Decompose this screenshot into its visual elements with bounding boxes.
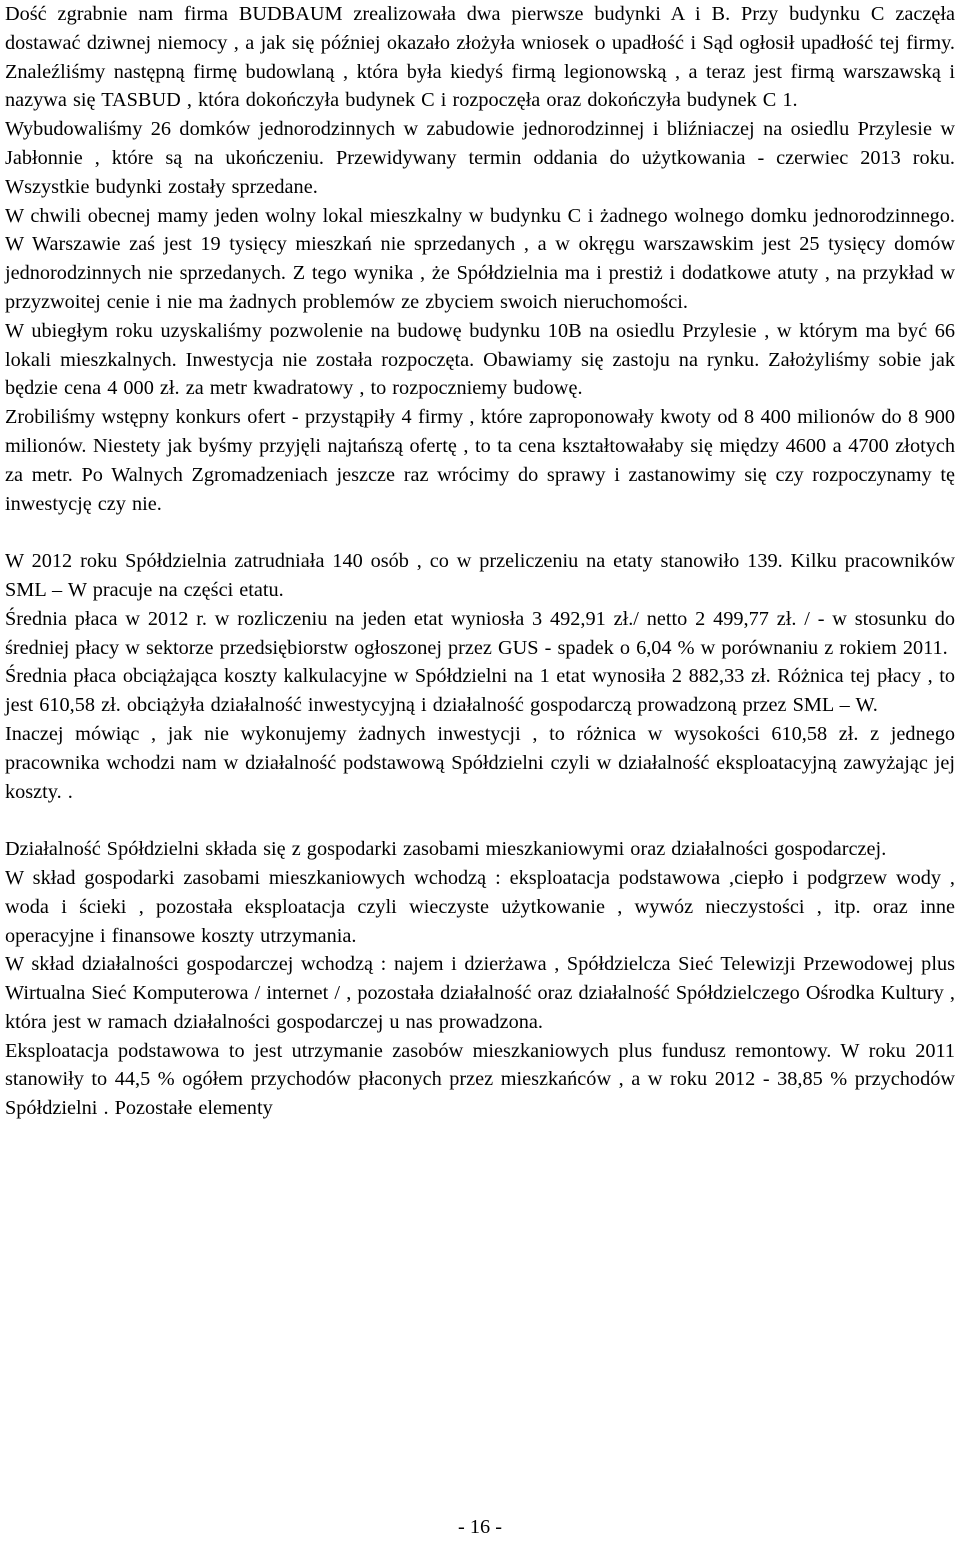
- paragraph-placa-kalkulacyjna: Średnia płaca obciążająca koszty kalkulacyjne w Spółdzielni na 1 etat wynosiła 2 882,33 zł. Różnica tej płacy , to jest 610,58 zł. obciążyła działalność inwestycyjną i działalność gospodarczą prowadzoną przez SML – W.: [5, 665, 955, 717]
- document-body: [5, 0, 955, 1123]
- paragraph-dzialalnosc: Działalność Spółdzielni składa się z gospodarki zasobami mieszkaniowymi oraz działalności gospodarczej.: [5, 838, 887, 861]
- paragraph-budbaum: Dość zgrabnie nam firma BUDBAUM zrealizowała dwa pierwsze budynki A i B. Przy budynku C zaczęła dostawać dziwnej niemocy , a jak się później okazało złożyła wniosek o upadłość i Sąd ogłosił upadłość tej firmy. Znaleźliśmy następną firmę budowlaną , która była kiedyś firmą legionowską , a teraz jest firmą warszawską i nazywa się TASBUD , która dokończyła budynek C i rozpoczęła oraz dokończyła budynek C 1.: [5, 3, 955, 112]
- page-number: - 16 -: [458, 1516, 502, 1538]
- paragraph-wolny-lokal: W chwili obecnej mamy jeden wolny lokal mieszkalny w budynku C i żadnego wolnego domku jednorodzinnego. W Warszawie zaś jest 19 tysięcy mieszkań nie sprzedanych , a w okręgu warszawskim jest 25 tysięcy domów jednorodzinnych nie sprzedanych. Z tego wynika , że Spółdzielnia ma i prestiż i dodatkowe atuty , na przykład w przyzwoitej cenie i nie ma żadnych problemów ze zbyciem swoich nieruchomości.: [5, 204, 955, 313]
- paragraph-budynek-10b: W ubiegłym roku uzyskaliśmy pozwolenie na budowę budynku 10B na osiedlu Przylesie , w którym ma być 66 lokali mieszkalnych. Inwestycja nie została rozpoczęta. Obawiamy się zastoju na rynku. Założyliśmy sobie jak będzie cena 4 000 zł. za metr kwadratowy , to rozpoczniemy budowę.: [5, 319, 955, 400]
- paragraph-inaczej-mowiac: Inaczej mówiąc , jak nie wykonujemy żadnych inwestycji , to różnica w wysokości 610,58 zł. z jednego pracownika wchodzi nam w działalność podstawową Spółdzielni czyli w działalność eksploatacyjną zawyżając jej koszty. .: [5, 722, 955, 803]
- paragraph-dzialalnosc-gospodarcza: W skład działalności gospodarczej wchodzą : najem i dzierżawa , Spółdzielcza Sieć Telewizji Przewodowej plus Wirtualna Sieć Komputerowa / internet / , pozostała działalność oraz działalność Spółdzielczego Ośrodka Kultury , która jest w ramach działalności gospodarczej u nas prowadzona.: [5, 953, 955, 1033]
- paragraph-zatrudnienie: W 2012 roku Spółdzielnia zatrudniała 140 osób , co w przeliczeniu na etaty stanowiło 139. Kilku pracowników SML – W pracuje na części etatu.: [5, 550, 955, 601]
- paragraph-srednia-placa: Średnia płaca w 2012 r. w rozliczeniu na jeden etat wyniosła 3 492,91 zł./ netto 2 499,77 zł. / - w stosunku do średniej płacy w sektorze przedsiębiorstw ogłoszonej przez GUS - spadek o 6,04 % w porównaniu z rokiem 2011.: [5, 607, 955, 659]
- paragraph-konkurs-ofert: Zrobiliśmy wstępny konkurs ofert - przystąpiły 4 firmy , które zaproponowały kwoty od 8 400 milionów do 8 900 milionów. Niestety jak byśmy przyjęli najtańszą ofertę , to ta cena kształtowałaby się między 4600 a 4700 złotych za metr. Po Walnych Zgromadzeniach jeszcze raz wrócimy do sprawy i zastanowimy się czy rozpoczynamy tę inwestycję czy nie.: [5, 406, 955, 515]
- paragraph-spacer: [5, 806, 955, 835]
- paragraph-eksploatacja: Eksploatacja podstawowa to jest utrzymanie zasobów mieszkaniowych plus fundusz remontowy. W roku 2011 stanowiły to 44,5 % ogółem przychodów płaconych przez mieszkańców , a w roku 2012 - 38,85 % przychodów Spółdzielni . Pozostałe elementy: [5, 1039, 955, 1120]
- paragraph-spacer: [5, 518, 955, 547]
- paragraph-gospodarka-zasobami: W skład gospodarki zasobami mieszkaniowych wchodzą : eksploatacja podstawowa ,ciepło i podgrzew wody , woda i ścieki , pozostała eksploatacja czyli wieczyste użytkowanie , wywóz nieczystości , itp. oraz inne operacyjne i finansowe koszty utrzymania.: [5, 866, 955, 947]
- paragraph-domki: Wybudowaliśmy 26 domków jednorodzinnych w zabudowie jednorodzinnej i bliźniaczej na osiedlu Przylesie w Jabłonnie , które są na ukończeniu. Przewidywany termin oddania do użytkowania - czerwiec 2013 roku. Wszystkie budynki zostały sprzedane.: [5, 118, 955, 198]
